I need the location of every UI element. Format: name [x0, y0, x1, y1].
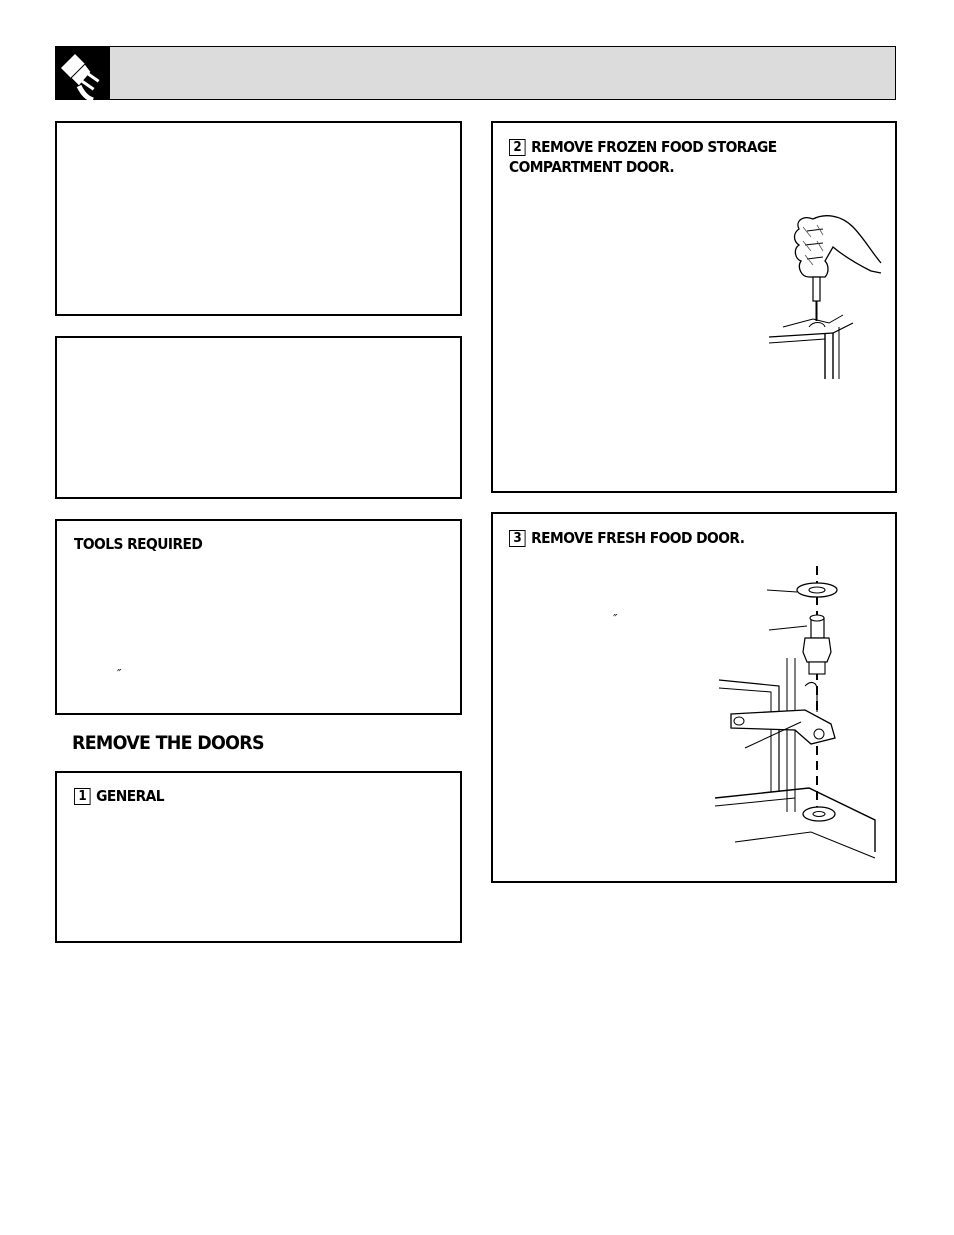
- info-panel-2: [55, 336, 462, 499]
- hinge-exploded-illustration: [715, 562, 880, 862]
- remove-doors-heading: REMOVE THE DOORS: [72, 732, 264, 754]
- info-panel-1: [55, 121, 462, 316]
- step-2-title-line1: REMOVE FROZEN FOOD STORAGE: [531, 138, 777, 156]
- step-1-title-text: GENERAL: [96, 787, 165, 805]
- inch-mark: ″: [117, 667, 122, 681]
- electrical-plug-icon: [55, 46, 110, 100]
- screwdriver-hand-illustration: [763, 207, 893, 382]
- step-3-panel: [491, 512, 897, 883]
- step-2-title-line2: COMPARTMENT DOOR.: [509, 158, 675, 176]
- tools-required-panel: [55, 519, 462, 715]
- step-3-title-text: REMOVE FRESH FOOD DOOR.: [531, 529, 745, 547]
- step-number-3: 3: [509, 530, 526, 547]
- step-1-title: [74, 786, 164, 806]
- step-number-2: 2: [509, 139, 526, 156]
- header-bar: [55, 46, 896, 100]
- step-2-title: [509, 137, 859, 177]
- step-2-panel: [491, 121, 897, 493]
- step-number-1: 1: [74, 788, 91, 805]
- tools-required-title: TOOLS REQUIRED: [74, 535, 203, 553]
- step-1-panel: [55, 771, 462, 943]
- step-3-title: [509, 528, 744, 548]
- inch-mark: ″: [613, 612, 618, 626]
